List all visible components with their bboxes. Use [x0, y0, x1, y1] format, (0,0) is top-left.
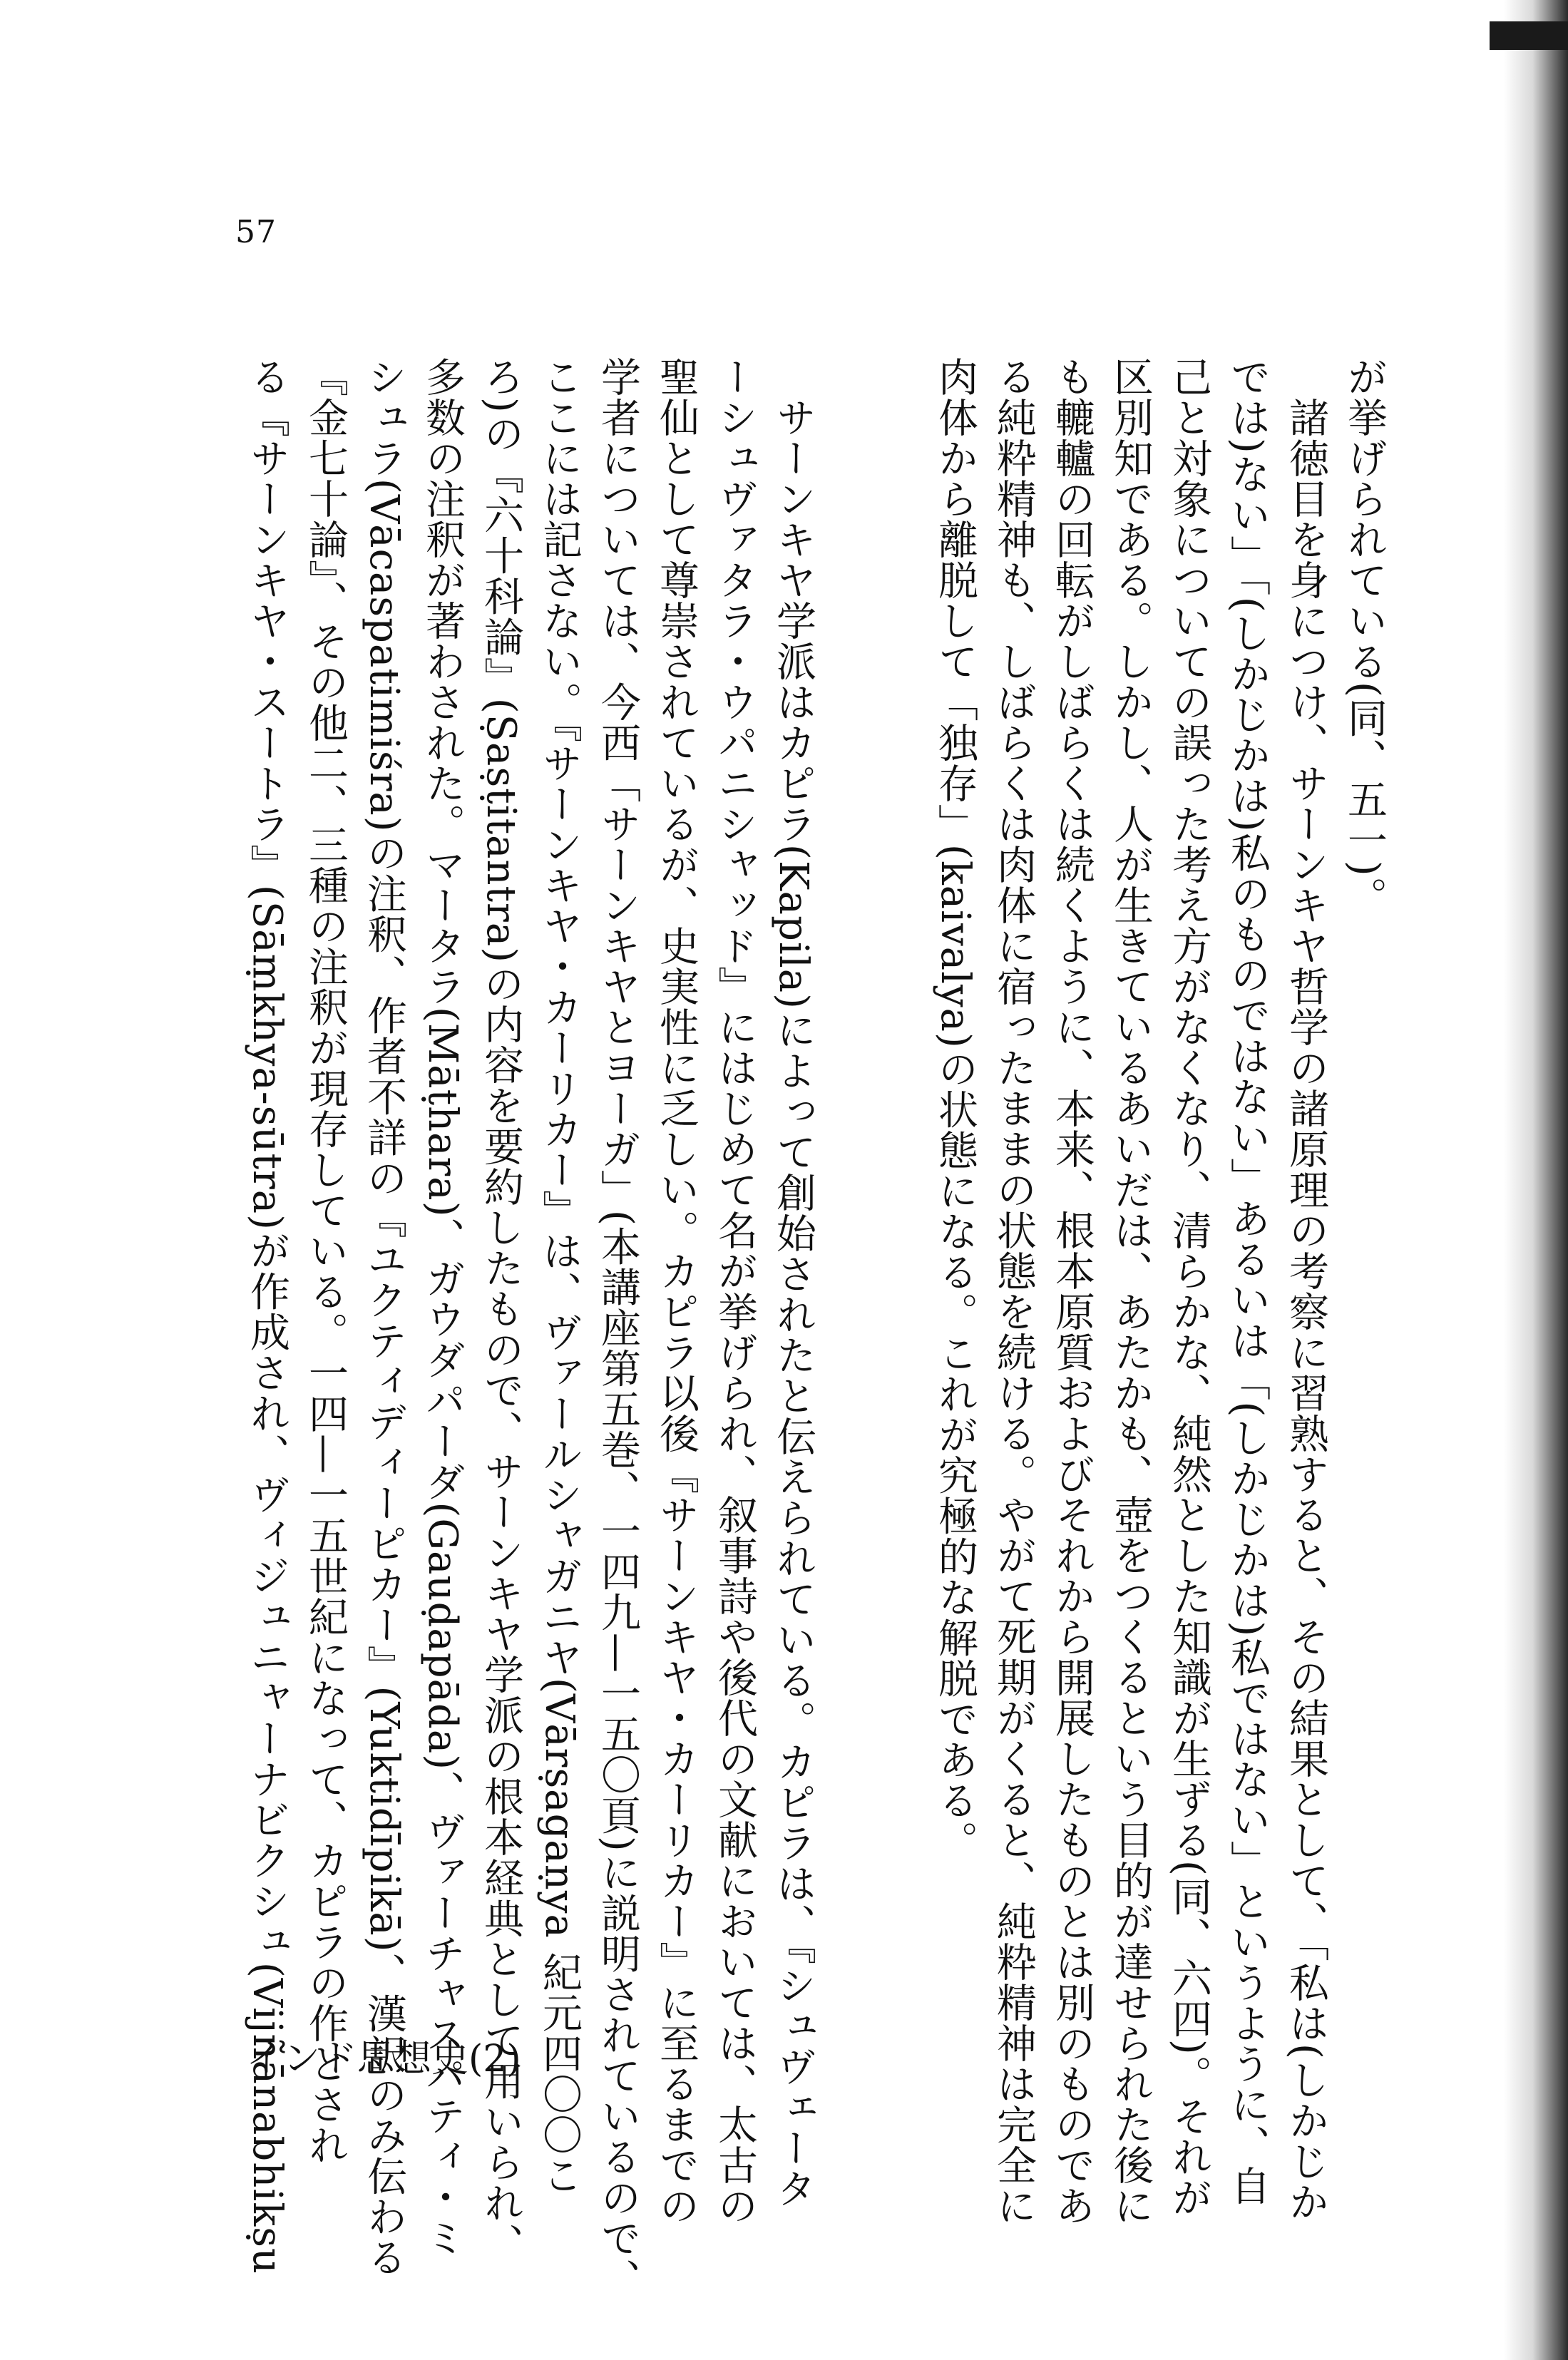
text-line: 『金七十論』、その他二、三種の注釈が現存している。一四—一五世紀になって、カピラの作とされ — [302, 356, 349, 2165]
page-binding-shadow — [1504, 0, 1568, 2360]
text-line: シュラ(Vācaspatimiśra)の注釈、作者不詳の『ユクティディーピカー』(Yuktidīpikā)、漢訳のみ伝わる — [361, 356, 407, 2278]
text-line: 多数の注釈が著わされた。マータラ(Māṭhara)、ガウダパーダ(Gauḍapāda)、ヴァーチャスパティ・ミ — [419, 356, 466, 2259]
text-line: 諸徳目を身につけ、サーンキヤ哲学の諸原理の考察に習熟すると、その結果として、「私は(しかじか — [1283, 356, 1329, 2222]
text-line: 聖仙として尊崇されているが、史実性に乏しい。カピラ以後『サーンキヤ・カーリカー』に至るまでの — [653, 356, 700, 2226]
text-line: ここには記さない。『サーンキヤ・カーリカー』は、ヴァールシャガニヤ(Vārṣagaṇya 紀元四〇〇こ — [536, 356, 583, 2196]
page-binding-edge — [1490, 21, 1568, 50]
text-line: では)ない」「(しかじかは)私のものではない」あるいは「(しかじかは)私ではない」というように、自 — [1224, 356, 1271, 2207]
running-footer: インド思想史(2) — [246, 2038, 521, 2081]
text-line: 肉体から離脱して「独存」(kaivalya)の状態になる。これが究極的な解脱である。 — [932, 356, 978, 1862]
text-line: も轆轤の回転がしばらくは続くように、本来、根本原質およびそれから開展したものとは別のものであ — [1049, 356, 1095, 2226]
page-number: 57 — [235, 214, 277, 250]
paragraph-1 — [926, 356, 1393, 2226]
text-line: サーンキヤ学派はカピラ(Kapila)によって創始されたと伝えられている。カピラは、『シュヴェータ — [770, 356, 816, 2209]
text-line: る『サーンキヤ・スートラ』(Sāṃkhya-sūtra)が作成され、ヴィジュニャーナビクシュ(Vijñānabhikṣu — [244, 356, 290, 2275]
text-line: ーシュヴァタラ・ウパニシャッド』にはじめて名が挙げられ、叙事詩や後代の文献においては、太古の — [712, 356, 758, 2226]
text-line: る純粋精神も、しばらくは肉体に宿ったままの状態を続ける。やがて死期がくると、純粋精神は完全に — [990, 356, 1037, 2226]
text-line: 学者については、今西「サーンキヤとヨーガ」(本講座第五巻、一四九—一五〇頁)に説明されているので、 — [595, 356, 641, 2299]
text-line: ろ)の『六十科論』(Ṣaṣṭitantra)の内容を要約したもので、サーンキヤ学派の根本経典として用いられ、 — [478, 356, 524, 2264]
text-line: 己と対象についての誤った考え方がなくなり、清らかな、純然とした知識が生ずる(同、六四)。それが — [1166, 356, 1212, 2218]
text-line: が挙げられている(同、五一)。 — [1341, 356, 1388, 918]
text-line: 区別知である。しかし、人が生きているあいだは、あたかも、壺をつくるという目的が達せられた後に — [1107, 356, 1154, 2226]
